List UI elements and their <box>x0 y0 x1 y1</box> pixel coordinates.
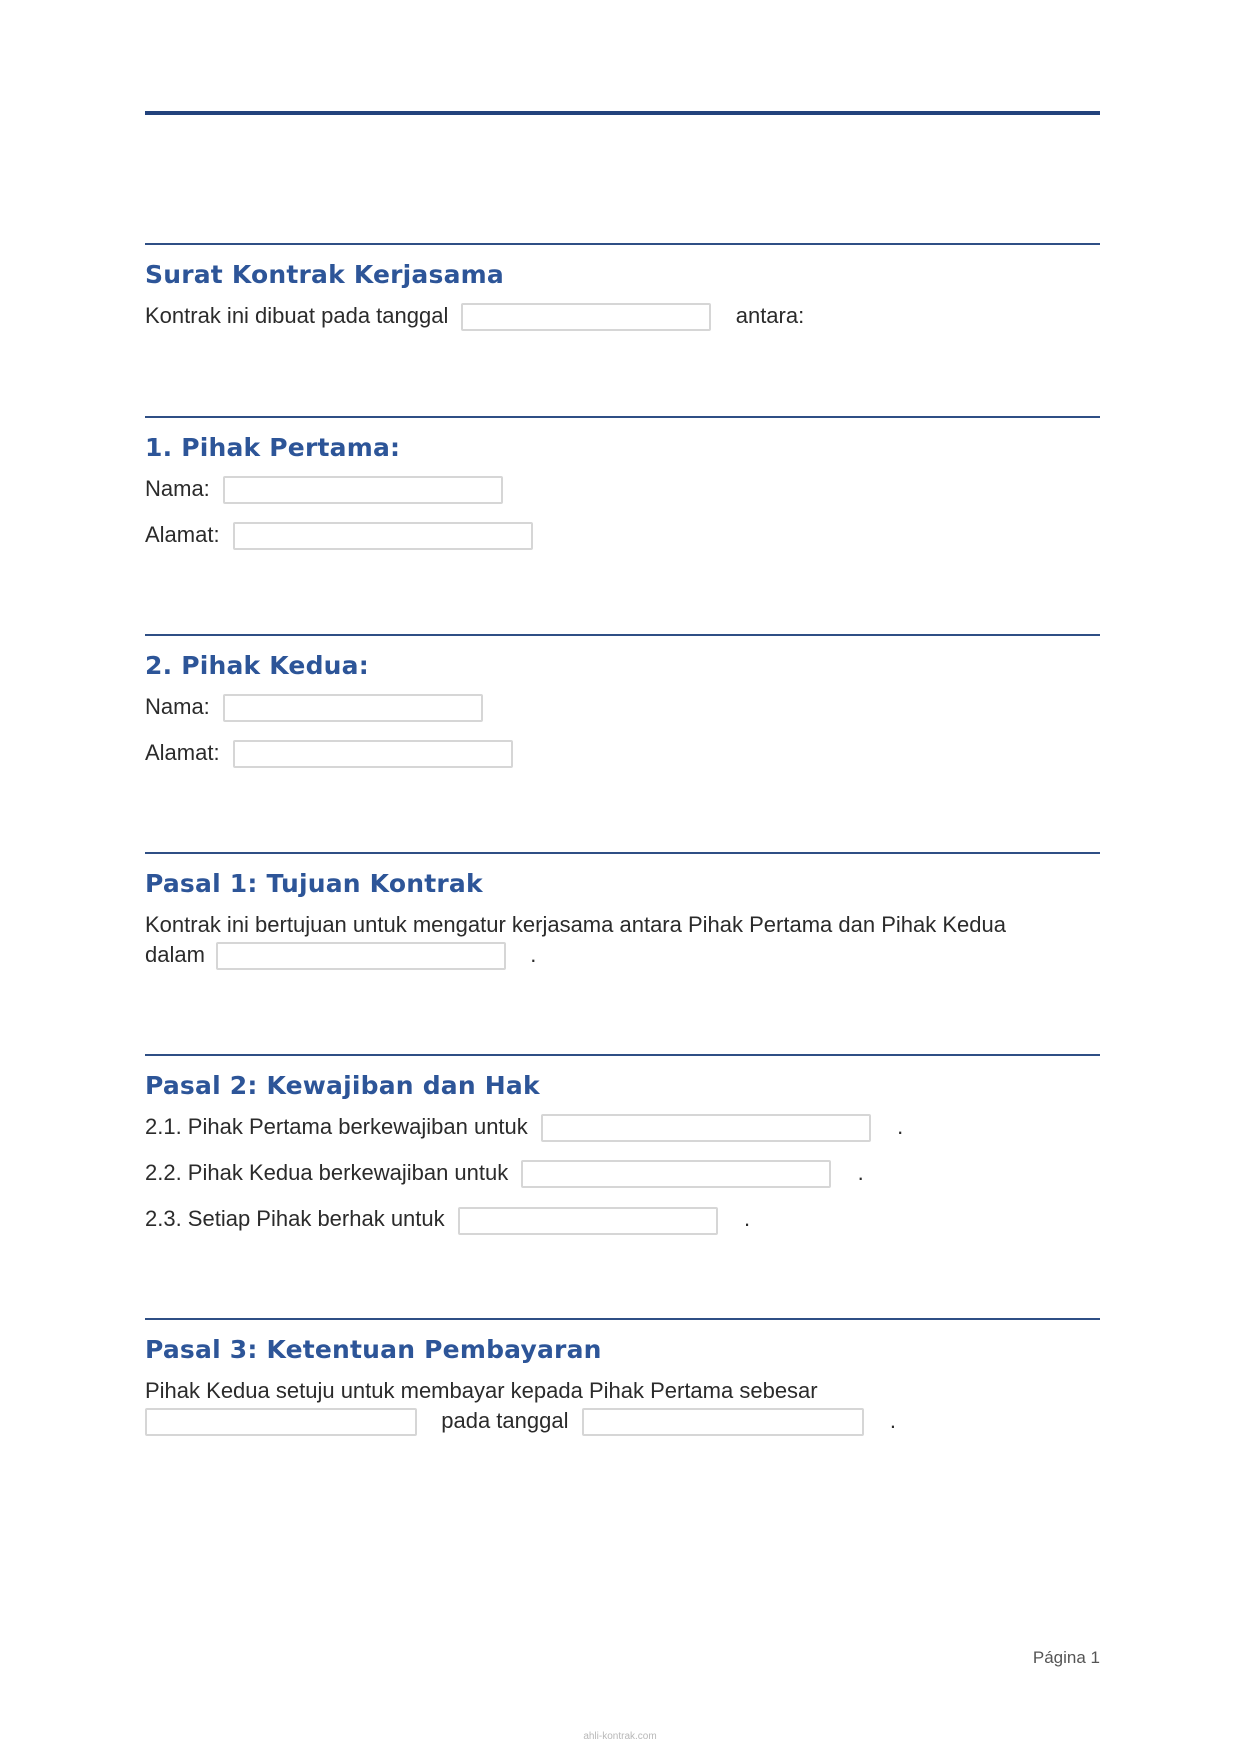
top-rule <box>145 111 1100 115</box>
address-label: Alamat: <box>145 740 220 766</box>
obligation-row <box>145 1112 1100 1142</box>
second-party-name-field[interactable] <box>223 694 483 722</box>
second-party-address-row <box>145 738 1100 768</box>
article2-heading: Pasal 2: Kewajiban dan Hak <box>145 1071 540 1100</box>
article3-text: Pihak Kedua setuju untuk membayar kepada Pihak Pertama sebesar <box>145 1378 818 1403</box>
section-divider <box>145 1054 1100 1056</box>
name-label: Nama: <box>145 476 210 501</box>
contract-date-field[interactable] <box>461 303 711 331</box>
intro-line <box>145 301 1100 331</box>
obligation-label: 2.1. Pihak Pertama berkewajiban untuk <box>145 1114 528 1139</box>
second-party-address-field[interactable] <box>233 740 513 768</box>
rights-field[interactable] <box>458 1207 718 1235</box>
intro-suffix: antara: <box>735 303 805 328</box>
payment-date-field[interactable] <box>582 1408 864 1436</box>
second-party-name-row <box>145 692 1100 722</box>
second-party-heading: 2. Pihak Kedua: <box>145 651 369 680</box>
payment-row <box>145 1406 1100 1436</box>
obligation-label: 2.2. Pihak Kedua berkewajiban untuk <box>145 1160 509 1186</box>
rights-label: 2.3. Setiap Pihak berhak untuk <box>145 1206 445 1232</box>
article1-heading: Pasal 1: Tujuan Kontrak <box>145 869 483 898</box>
intro-text: Kontrak ini dibuat pada tanggal <box>145 303 449 328</box>
payment-date-label: pada tanggal <box>441 1408 569 1433</box>
article1-line2 <box>145 940 1100 970</box>
section-divider <box>145 852 1100 854</box>
first-party-section <box>145 416 1100 550</box>
article1-prefix: dalam <box>145 942 205 967</box>
period: . <box>857 1160 864 1186</box>
article3-section <box>145 1318 1100 1436</box>
second-party-section <box>145 634 1100 768</box>
article2-section <box>145 1054 1100 1235</box>
footer-watermark: ahli-kontrak.com <box>583 1731 657 1742</box>
first-party-name-field[interactable] <box>223 476 503 504</box>
article3-heading: Pasal 3: Ketentuan Pembayaran <box>145 1335 602 1364</box>
period: . <box>897 1114 904 1139</box>
purpose-field[interactable] <box>216 942 506 970</box>
article1-text: Kontrak ini bertujuan untuk mengatur kerjasama antara Pihak Pertama dan Pihak Kedua <box>145 912 1006 937</box>
article1-section <box>145 852 1100 970</box>
period: . <box>530 942 537 967</box>
period: . <box>889 1408 896 1433</box>
section-divider <box>145 1318 1100 1320</box>
document-title: Surat Kontrak Kerjasama <box>145 260 504 289</box>
payment-amount-field[interactable] <box>145 1408 417 1436</box>
first-party-address-row <box>145 520 1100 550</box>
obligation-row <box>145 1158 1100 1188</box>
second-party-obligation-field[interactable] <box>521 1160 831 1188</box>
name-label: Nama: <box>145 694 210 719</box>
section-divider <box>145 416 1100 418</box>
address-label: Alamat: <box>145 522 220 548</box>
first-party-name-row <box>145 474 1100 504</box>
first-party-obligation-field[interactable] <box>541 1114 871 1142</box>
section-divider <box>145 243 1100 245</box>
page-number: Página 1 <box>1032 1648 1100 1667</box>
title-section <box>145 243 1100 331</box>
period: . <box>744 1206 751 1232</box>
first-party-heading: 1. Pihak Pertama: <box>145 433 401 462</box>
rights-row <box>145 1204 1100 1234</box>
first-party-address-field[interactable] <box>233 522 533 550</box>
section-divider <box>145 634 1100 636</box>
